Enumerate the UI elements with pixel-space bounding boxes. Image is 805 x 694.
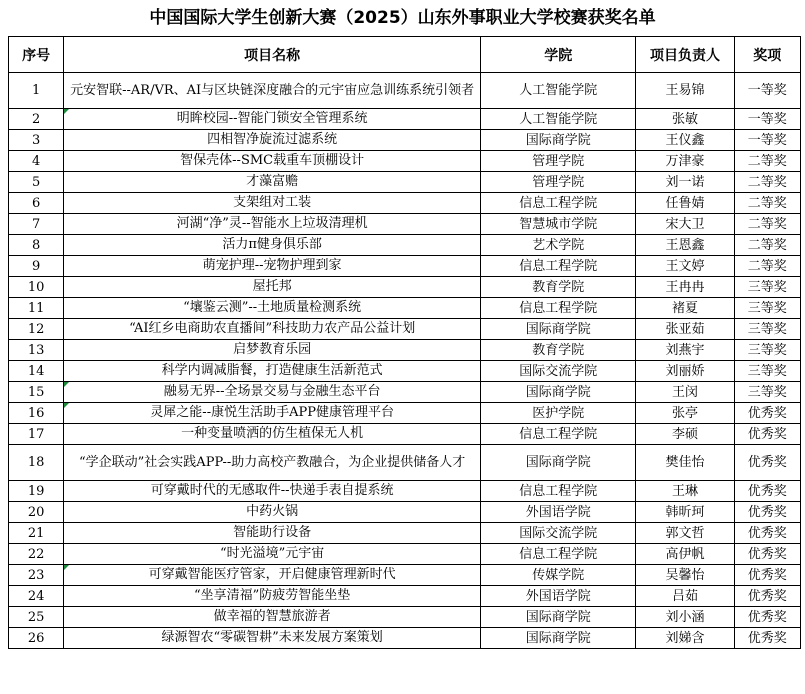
table-row	[9, 151, 801, 172]
cell-leader: 高伊帆	[636, 544, 734, 565]
cell-project-name: 河湖“净”灵--智能水上垃圾清理机	[64, 214, 481, 235]
cell-award: 优秀奖	[734, 523, 800, 544]
cell-college: 人工智能学院	[481, 109, 636, 130]
cell-leader: 王琳	[636, 481, 734, 502]
cell-leader: 宋大卫	[636, 214, 734, 235]
cell-leader: 张敏	[636, 109, 734, 130]
cell-college: 管理学院	[481, 172, 636, 193]
cell-project-name: 萌宠护理--宠物护理到家	[64, 256, 481, 277]
cell-project-name: 才藻富赡	[64, 172, 481, 193]
cell-leader: 张亭	[636, 403, 734, 424]
table-row	[9, 172, 801, 193]
cell-index: 4	[9, 151, 64, 172]
cell-index: 6	[9, 193, 64, 214]
cell-college: 信息工程学院	[481, 481, 636, 502]
cell-college: 教育学院	[481, 277, 636, 298]
cell-award: 优秀奖	[734, 481, 800, 502]
cell-award: 优秀奖	[734, 502, 800, 523]
cell-project-name: 灵犀之能--康悦生活助手APP健康管理平台	[64, 403, 481, 424]
table-row	[9, 235, 801, 256]
cell-leader: 张亚茹	[636, 319, 734, 340]
cell-project-name: 智保壳体--SMC载重车顶棚设计	[64, 151, 481, 172]
cell-award: 一等奖	[734, 73, 800, 109]
cell-college: 国际商学院	[481, 607, 636, 628]
cell-project-name: 启梦教育乐园	[64, 340, 481, 361]
table-row	[9, 607, 801, 628]
cell-college: 信息工程学院	[481, 544, 636, 565]
cell-project-name: 绿源智农“零碳智耕”未来发展方案策划	[64, 628, 481, 649]
table-row	[9, 445, 801, 481]
cell-college: 国际商学院	[481, 445, 636, 481]
cell-college: 人工智能学院	[481, 73, 636, 109]
cell-index: 1	[9, 73, 64, 109]
table-row	[9, 586, 801, 607]
cell-leader: 刘小涵	[636, 607, 734, 628]
cell-award: 二等奖	[734, 172, 800, 193]
cell-index: 26	[9, 628, 64, 649]
cell-award: 二等奖	[734, 235, 800, 256]
cell-college: 信息工程学院	[481, 256, 636, 277]
table-row	[9, 319, 801, 340]
table-row	[9, 73, 801, 109]
cell-award: 二等奖	[734, 151, 800, 172]
cell-college: 国际商学院	[481, 319, 636, 340]
table-row	[9, 361, 801, 382]
cell-index: 15	[9, 382, 64, 403]
cell-award: 三等奖	[734, 277, 800, 298]
cell-index: 9	[9, 256, 64, 277]
cell-college: 国际商学院	[481, 382, 636, 403]
cell-college: 传媒学院	[481, 565, 636, 586]
cell-index: 5	[9, 172, 64, 193]
table-row	[9, 214, 801, 235]
cell-index: 22	[9, 544, 64, 565]
cell-leader: 刘娣含	[636, 628, 734, 649]
cell-award: 优秀奖	[734, 544, 800, 565]
cell-index: 17	[9, 424, 64, 445]
cell-college: 信息工程学院	[481, 298, 636, 319]
cell-index: 11	[9, 298, 64, 319]
cell-project-name: 明眸校园--智能门锁安全管理系统	[64, 109, 481, 130]
cell-index: 8	[9, 235, 64, 256]
header-award: 奖项	[734, 37, 800, 73]
table-row	[9, 256, 801, 277]
cell-award: 三等奖	[734, 340, 800, 361]
cell-college: 外国语学院	[481, 586, 636, 607]
cell-project-name: 可穿戴智能医疗管家，开启健康管理新时代	[64, 565, 481, 586]
cell-award: 优秀奖	[734, 586, 800, 607]
cell-award: 三等奖	[734, 361, 800, 382]
cell-leader: 李硕	[636, 424, 734, 445]
cell-award: 二等奖	[734, 193, 800, 214]
cell-award: 优秀奖	[734, 565, 800, 586]
cell-award: 一等奖	[734, 130, 800, 151]
cell-index: 24	[9, 586, 64, 607]
cell-leader: 王易锦	[636, 73, 734, 109]
cell-college: 智慧城市学院	[481, 214, 636, 235]
cell-project-name: 科学内调减脂餐，打造健康生活新范式	[64, 361, 481, 382]
cell-project-name: 融易无界--全场景交易与金融生态平台	[64, 382, 481, 403]
cell-index: 13	[9, 340, 64, 361]
table-row	[9, 544, 801, 565]
header-leader: 项目负责人	[636, 37, 734, 73]
cell-index: 2	[9, 109, 64, 130]
cell-project-name: 屋托邦	[64, 277, 481, 298]
cell-leader: 刘一诺	[636, 172, 734, 193]
cell-leader: 郭文哲	[636, 523, 734, 544]
document-title: 中国国际大学生创新大赛（2025）山东外事职业大学校赛获奖名单	[149, 8, 656, 28]
table-row	[9, 298, 801, 319]
table-row	[9, 628, 801, 649]
awards-table	[8, 36, 801, 649]
cell-award: 优秀奖	[734, 607, 800, 628]
cell-college: 医护学院	[481, 403, 636, 424]
cell-project-name: “时光溢境”元宇宙	[64, 544, 481, 565]
table-header-row	[9, 37, 801, 73]
cell-index: 23	[9, 565, 64, 586]
cell-index: 20	[9, 502, 64, 523]
cell-project-name: 支架组对工装	[64, 193, 481, 214]
cell-award: 三等奖	[734, 319, 800, 340]
cell-project-name: 做幸福的智慧旅游者	[64, 607, 481, 628]
cell-college: 国际商学院	[481, 130, 636, 151]
cell-leader: 韩昕珂	[636, 502, 734, 523]
cell-college: 国际商学院	[481, 628, 636, 649]
cell-award: 优秀奖	[734, 628, 800, 649]
cell-leader: 王文婷	[636, 256, 734, 277]
table-row	[9, 277, 801, 298]
cell-award: 二等奖	[734, 214, 800, 235]
cell-project-name: “壤鉴云测”--土地质量检测系统	[64, 298, 481, 319]
cell-project-name: 中药火锅	[64, 502, 481, 523]
cell-college: 外国语学院	[481, 502, 636, 523]
cell-index: 16	[9, 403, 64, 424]
cell-index: 21	[9, 523, 64, 544]
cell-leader: 王恩鑫	[636, 235, 734, 256]
cell-project-name: “AI红乡电商助农直播间”科技助力农产品公益计划	[64, 319, 481, 340]
cell-award: 优秀奖	[734, 403, 800, 424]
table-row	[9, 424, 801, 445]
cell-leader: 樊佳怡	[636, 445, 734, 481]
cell-leader: 王仪鑫	[636, 130, 734, 151]
cell-award: 三等奖	[734, 382, 800, 403]
header-project-name: 项目名称	[64, 37, 481, 73]
cell-project-name: 一种变量喷洒的仿生植保无人机	[64, 424, 481, 445]
cell-project-name: 元安智联--AR/VR、AI与区块链深度融合的元宇宙应急训练系统引领者	[64, 73, 481, 109]
cell-index: 19	[9, 481, 64, 502]
header-college: 学院	[481, 37, 636, 73]
cell-award: 三等奖	[734, 298, 800, 319]
cell-college: 信息工程学院	[481, 193, 636, 214]
cell-leader: 王闵	[636, 382, 734, 403]
cell-award: 一等奖	[734, 109, 800, 130]
cell-award: 优秀奖	[734, 445, 800, 481]
table-row	[9, 565, 801, 586]
table-row	[9, 109, 801, 130]
cell-college: 国际交流学院	[481, 361, 636, 382]
table-row	[9, 382, 801, 403]
cell-project-name: “坐享清福”防疲劳智能坐垫	[64, 586, 481, 607]
cell-project-name: 可穿戴时代的无感取件--快递手表自提系统	[64, 481, 481, 502]
cell-index: 18	[9, 445, 64, 481]
cell-project-name: 智能助行设备	[64, 523, 481, 544]
cell-college: 教育学院	[481, 340, 636, 361]
cell-index: 7	[9, 214, 64, 235]
cell-award: 二等奖	[734, 256, 800, 277]
cell-index: 25	[9, 607, 64, 628]
table-row	[9, 481, 801, 502]
table-row	[9, 340, 801, 361]
cell-project-name: “学企联动”社会实践APP--助力高校产教融合，为企业提供储备人才	[64, 445, 481, 481]
cell-index: 10	[9, 277, 64, 298]
cell-leader: 刘燕宇	[636, 340, 734, 361]
cell-college: 信息工程学院	[481, 424, 636, 445]
cell-award: 优秀奖	[734, 424, 800, 445]
cell-project-name: 活力π健身俱乐部	[64, 235, 481, 256]
cell-leader: 万津豪	[636, 151, 734, 172]
table-row	[9, 523, 801, 544]
cell-leader: 王冉冉	[636, 277, 734, 298]
cell-index: 14	[9, 361, 64, 382]
table-row	[9, 193, 801, 214]
cell-college: 艺术学院	[481, 235, 636, 256]
cell-leader: 吴馨怡	[636, 565, 734, 586]
cell-project-name: 四相智净旋流过滤系统	[64, 130, 481, 151]
cell-college: 管理学院	[481, 151, 636, 172]
table-row	[9, 130, 801, 151]
cell-index: 3	[9, 130, 64, 151]
cell-leader: 刘丽娇	[636, 361, 734, 382]
cell-leader: 任鲁婧	[636, 193, 734, 214]
cell-index: 12	[9, 319, 64, 340]
cell-college: 国际交流学院	[481, 523, 636, 544]
cell-leader: 褚夏	[636, 298, 734, 319]
cell-leader: 吕茹	[636, 586, 734, 607]
table-row	[9, 502, 801, 523]
table-row	[9, 403, 801, 424]
header-index: 序号	[9, 37, 64, 73]
